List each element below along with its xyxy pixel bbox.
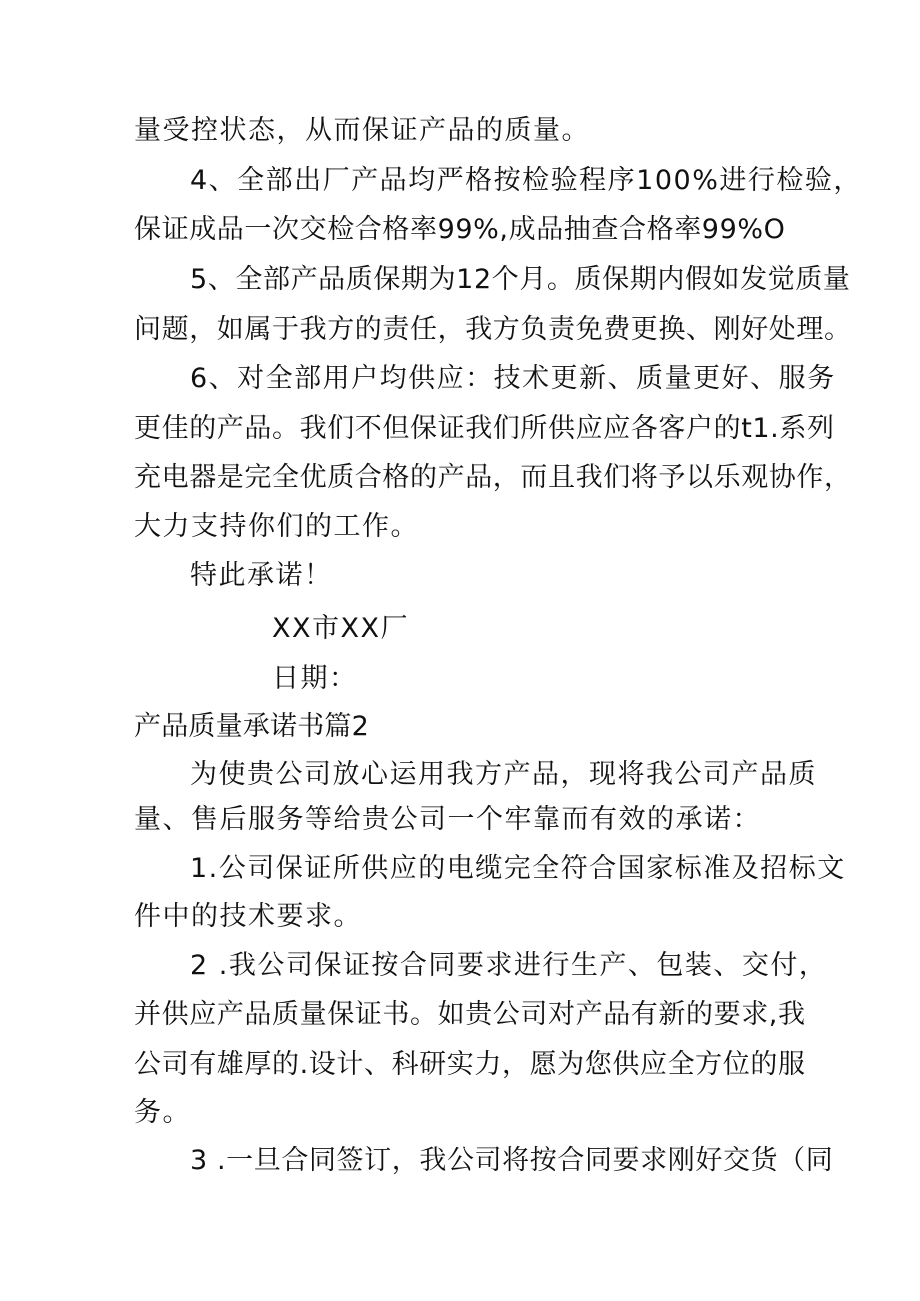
text-line-8: 充电器是完全优质合格的产品，而且我们将予以乐观协作， bbox=[134, 462, 852, 493]
text-line-22: 3 .一旦合同签订，我公司将按合同要求刚好交货（同 bbox=[190, 1145, 834, 1176]
text-line-19: 并供应产品质量保证书。如贵公司对产品有新的要求,我 bbox=[134, 999, 806, 1030]
text-line-15: 量、售后服务等给贵公司一个牢靠而有效的承诺： bbox=[134, 804, 761, 835]
text-line-14: 为使贵公司放心运用我方产品，现将我公司产品质 bbox=[190, 759, 817, 790]
text-line-3: 保证成品一次交检合格率99%,成品抽查合格率99%O bbox=[134, 214, 786, 245]
signature-company: XX市XX厂 bbox=[272, 613, 409, 644]
text-line-4: 5、全部产品质保期为12个月。质保期内假如发觉质量 bbox=[190, 264, 851, 295]
text-line-1: 量受控状态，从而保证产品的质量。 bbox=[134, 115, 590, 146]
text-line-6: 6、对全部用户均供应：技术更新、质量更好、服务 bbox=[190, 363, 836, 394]
section-heading: 产品质量承诺书篇2 bbox=[134, 711, 369, 742]
text-line-21: 务。 bbox=[134, 1097, 191, 1128]
text-line-16: 1.公司保证所供应的电缆完全符合国家标准及招标文 bbox=[190, 853, 846, 884]
text-line-5: 问题，如属于我方的责任，我方负责免费更换、刚好处理。 bbox=[134, 314, 852, 345]
text-line-9: 大力支持你们的工作。 bbox=[134, 511, 419, 542]
signature-date: 日期： bbox=[272, 663, 358, 694]
text-line-20: 公司有雄厚的.设计、科研实力，愿为您供应全方位的服 bbox=[134, 1049, 806, 1080]
text-line-2: 4、全部出厂产品均严格按检验程序100%进行检验， bbox=[190, 165, 862, 196]
text-line-7: 更佳的产品。我们不但保证我们所供应应各客户的t1.系列 bbox=[134, 413, 835, 444]
text-line-17: 件中的技术要求。 bbox=[134, 901, 362, 932]
text-line-10: 特此承诺！ bbox=[190, 560, 333, 591]
text-line-18: 2 .我公司保证按合同要求进行生产、包装、交付， bbox=[190, 950, 828, 981]
